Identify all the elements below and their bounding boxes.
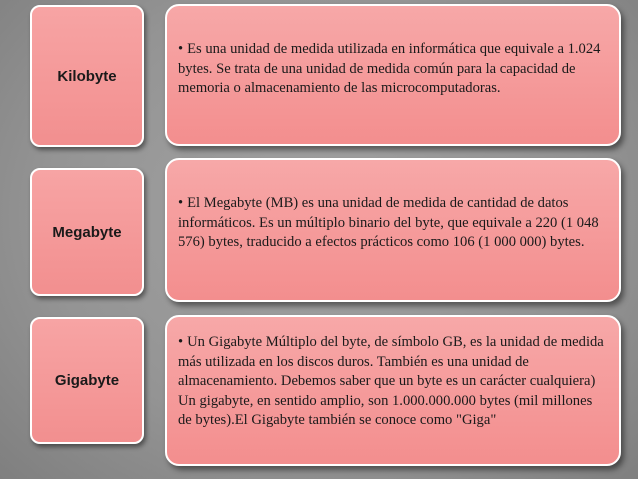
bullet-kilobyte: • (178, 41, 184, 57)
term-box-kilobyte (30, 5, 144, 147)
term-label-gigabyte: Gigabyte (54, 372, 120, 389)
description-box-megabyte (165, 158, 621, 302)
description-kilobyte: Es una unidad de medida utilizada en informática que equivale a 1.024 bytes. Se trata de una unidad de medida común para la capacidad de memoria o almacenamiento de las microcomputadoras. (178, 41, 601, 96)
term-label-megabyte: Megabyte (52, 223, 122, 241)
term-label-kilobyte: Kilobyte (57, 67, 117, 85)
description-megabyte: El Megabyte (MB) es una unidad de medida de cantidad de datos informáticos. Es un múltiplo binario del byte, que equivale a 220 (1 048 576) bytes, traducido a efectos prácticos como 106 (1 000 000) bytes. (178, 195, 599, 250)
term-box-gigabyte (30, 317, 144, 444)
bullet-megabyte: • (178, 195, 184, 211)
description-text-kilobyte (178, 40, 609, 99)
description-text-megabyte (178, 194, 609, 253)
description-gigabyte: Un Gigabyte Múltiplo del byte, de símbolo GB, es la unidad de medida más utilizada en los discos duros. También es una unidad de almacenamiento. Debemos saber que un byte es un carácter cualquiera) Un gigabyte, en sentido amplio, son 1.000.000.000 bytes (mil millones de bytes).El Gigabyte también se conoce como "Giga" (178, 334, 604, 428)
description-box-kilobyte (165, 4, 621, 146)
term-box-megabyte (30, 168, 144, 296)
description-text-gigabyte (178, 333, 609, 431)
bullet-gigabyte: • (178, 334, 184, 350)
description-box-gigabyte (165, 315, 621, 466)
